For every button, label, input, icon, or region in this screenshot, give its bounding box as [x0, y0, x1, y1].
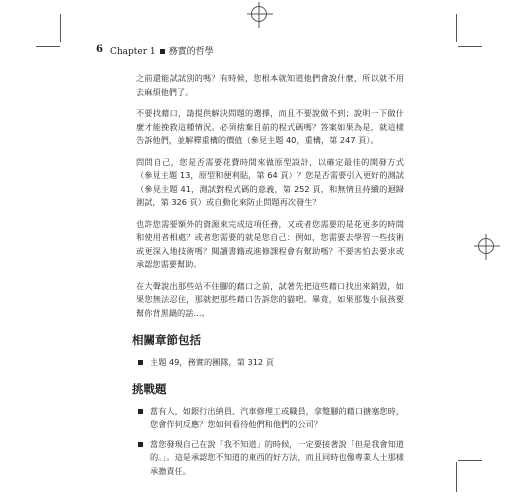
crop-mark-top-left-h: [60, 14, 61, 42]
list-item: [136, 438, 404, 479]
crop-mark-top-left-v: [36, 46, 60, 47]
paragraph-4: 也許您需要額外的資源來完成這項任務，又或者您需要的是花更多的時間和使用者相處？或者您需要的就是您自己：例如，您需要去學習一些技術或更深入地技術嗎？閱讀書籍或進修課程會有幫助嗎？不要害怕去要求或承認您需要幫助。: [136, 218, 404, 269]
square-bullet-icon: [160, 49, 165, 54]
paragraph-5: 在大聲說出那些站不住腳的藉口之前，試著先把這些藉口找出來銷毀，如果您無法忍住，那就把那些藉口告訴您的貓吧。畢竟，如果那隻小鼠孩要幫你背黑鍋的話…。: [136, 280, 404, 318]
related-sections-list: [136, 356, 404, 370]
running-header: [96, 44, 214, 57]
registration-mark-right: [478, 238, 494, 254]
paragraph-1: 之前還能試試別的嗎？有時候，您根本就知道他們會說什麼，所以就不用去麻煩他們了。: [136, 73, 404, 97]
crop-mark-bottom-right-v: [458, 460, 482, 461]
list-item: [136, 356, 404, 370]
registration-mark-top: [251, 6, 267, 22]
challenges-list: [136, 405, 404, 479]
page-number: 6: [96, 44, 103, 55]
square-bullet-icon: [138, 442, 143, 447]
related-sections-heading: 相關章節包括: [132, 333, 201, 347]
crop-mark-top-right-v: [458, 46, 482, 47]
list-item-text: 主題 49，務實的團隊，第 312 頁: [150, 356, 274, 367]
square-bullet-icon: [138, 360, 143, 365]
crop-mark-top-right-h: [456, 14, 457, 42]
crop-mark-bottom-right-h: [456, 462, 457, 492]
paragraph-3: 問問自己，您是否需要花費時間來做原型設計，以確定最佳的開發方式（參見主題 13，原型和便利貼，第 64 頁）？您是否需要引入更好的測試（參見主題 41，測試對程式碼的意義，第 252 頁，和無情且持續的迴歸測試，第 326 頁）或自動化來防止問題再次發生？: [136, 156, 404, 207]
list-item-text: 當您發現自己在說「我不知道」的時候，一定要接著說「但是我會知道的。」。這是承認您不知道的東西的好方法，而且同時也像專業人士那樣承擔責任。: [150, 438, 404, 476]
list-item-text: 當有人，如銀行出納員、汽車修理工或職員，拿蹩腳的藉口搪塞您時，您會作何反應？您如何看待他們和他們的公司？: [150, 405, 404, 429]
paragraph-2: 不要找藉口，請提供解決問題的選擇，而且不要說做不到；說明一下做什麼才能挽救這種情況。必須捨棄目前的程式碼嗎？答案如果為是，就這樣告訴他們，並解釋重構的價值（參見主題 40，重構，第 247 頁）。: [136, 108, 404, 145]
square-bullet-icon: [138, 409, 143, 414]
page-content: [132, 72, 404, 484]
chapter-label: Chapter 1: [110, 47, 156, 57]
challenges-heading: 挑戰題: [132, 382, 167, 396]
list-item: [136, 405, 404, 432]
chapter-title: 務實的哲學: [168, 47, 214, 57]
